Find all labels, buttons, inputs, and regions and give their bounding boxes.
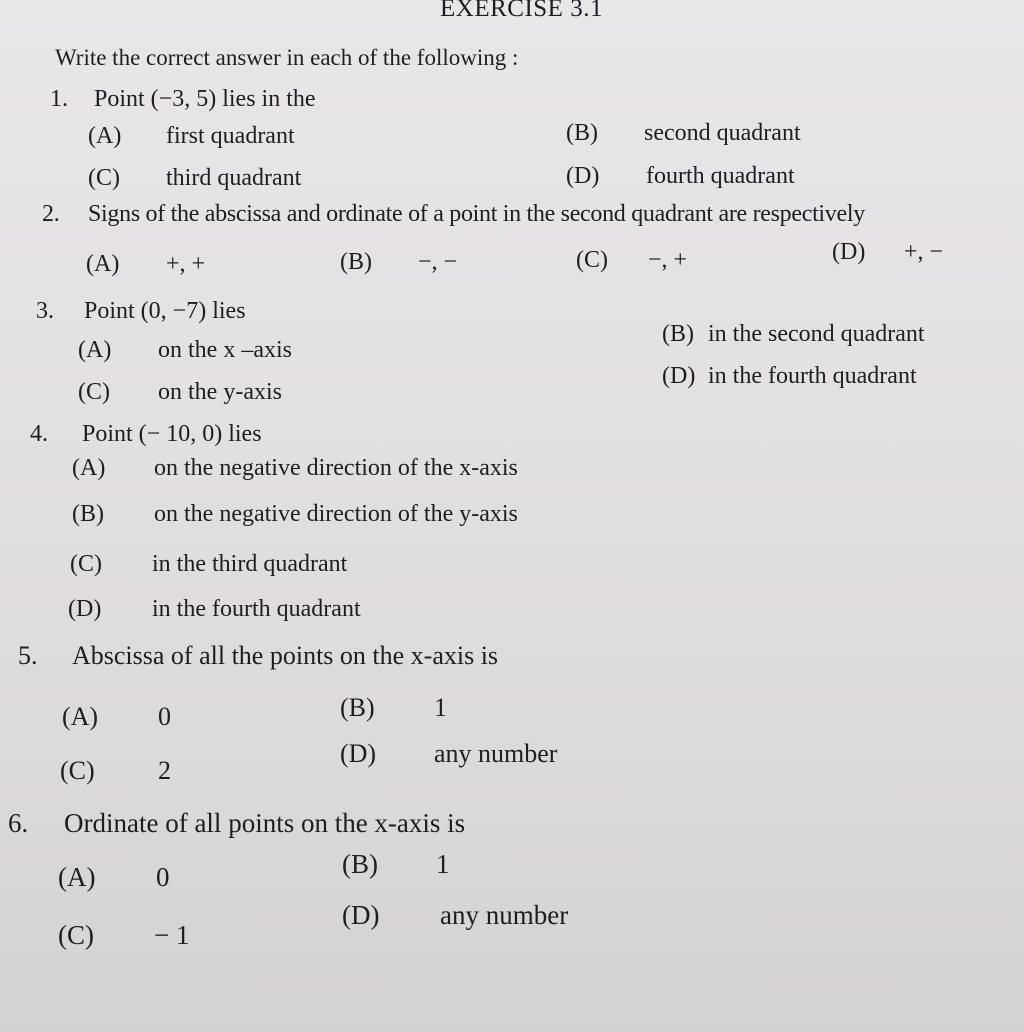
option-text: +, −: [904, 239, 944, 265]
question-1: [50, 87, 316, 111]
option-label: (A): [62, 702, 99, 731]
q5-option-d[interactable]: [340, 741, 557, 767]
question-2: [42, 202, 865, 226]
option-text: first quadrant: [166, 123, 295, 149]
q6-option-d[interactable]: [342, 902, 568, 929]
q1-option-a[interactable]: [88, 124, 295, 148]
question-text: Point (− 10, 0) lies: [82, 421, 262, 447]
option-label: (C): [70, 551, 102, 577]
option-label: (C): [60, 756, 95, 785]
question-text: Signs of the abscissa and ordinate of a point in the second quadrant are respectively: [88, 201, 865, 227]
q3-option-b[interactable]: [662, 322, 925, 346]
option-label: (B): [342, 849, 378, 879]
q4-option-a[interactable]: [72, 456, 518, 480]
option-label: (C): [88, 165, 120, 191]
option-label: (C): [58, 920, 94, 950]
q4-option-b[interactable]: [72, 502, 518, 526]
option-text: any number: [434, 739, 558, 768]
option-label: (B): [72, 501, 104, 527]
q5-option-b[interactable]: [340, 695, 447, 721]
question-number: 2.: [42, 201, 60, 227]
option-label: (D): [340, 739, 377, 768]
option-text: second quadrant: [644, 120, 801, 146]
exercise-title: EXERCISE 3.1: [440, 0, 603, 22]
q2-option-b[interactable]: [340, 250, 457, 274]
q1-option-d[interactable]: [566, 164, 795, 188]
option-label: (C): [78, 379, 110, 405]
question-number: 6.: [8, 808, 29, 838]
option-text: 0: [158, 702, 171, 731]
option-label: (D): [832, 239, 866, 265]
option-text: on the negative direction of the x-axis: [154, 455, 518, 481]
q2-option-d[interactable]: [832, 240, 943, 264]
q6-option-c[interactable]: [58, 922, 189, 949]
option-text: 1: [434, 693, 447, 722]
option-label: (D): [68, 596, 102, 622]
option-text: in the third quadrant: [152, 551, 348, 577]
option-text: in the fourth quadrant: [708, 363, 917, 389]
option-text: any number: [440, 900, 569, 930]
question-text: Ordinate of all points on the x-axis is: [64, 808, 466, 838]
question-number: 3.: [36, 298, 54, 324]
option-label: (D): [662, 363, 696, 389]
q6-option-a[interactable]: [58, 864, 170, 891]
q3-option-d[interactable]: [662, 364, 917, 388]
option-label: (A): [86, 251, 120, 277]
option-text: −, −: [418, 249, 458, 275]
question-3: [36, 299, 246, 323]
q1-option-c[interactable]: [88, 166, 301, 190]
question-number: 1.: [50, 86, 68, 112]
option-text: in the fourth quadrant: [152, 596, 361, 622]
option-text: on the negative direction of the y-axis: [154, 501, 518, 527]
option-label: (A): [58, 862, 96, 892]
option-text: −, +: [648, 247, 688, 273]
option-label: (D): [342, 900, 380, 930]
q4-option-d[interactable]: [68, 597, 361, 621]
option-text: fourth quadrant: [646, 163, 795, 189]
question-text: Point (−3, 5) lies in the: [94, 86, 316, 112]
q4-option-c[interactable]: [70, 552, 347, 576]
instruction-text: Write the correct answer in each of the following :: [55, 45, 519, 70]
option-text: − 1: [154, 920, 190, 950]
option-label: (B): [662, 321, 694, 347]
option-text: on the y-axis: [158, 379, 282, 405]
option-label: (B): [340, 693, 375, 722]
option-label: (B): [340, 249, 372, 275]
q3-option-a[interactable]: [78, 338, 292, 362]
question-number: 4.: [30, 421, 48, 447]
question-5: [18, 643, 498, 669]
q1-option-b[interactable]: [566, 121, 801, 145]
question-text: Point (0, −7) lies: [84, 298, 246, 324]
option-text: on the x –axis: [158, 337, 292, 363]
option-label: (C): [576, 247, 608, 273]
option-text: 0: [156, 862, 170, 892]
option-text: in the second quadrant: [708, 321, 925, 347]
q2-option-c[interactable]: [576, 248, 687, 272]
option-label: (A): [88, 123, 122, 149]
q5-option-c[interactable]: [60, 758, 171, 784]
option-label: (B): [566, 120, 598, 146]
question-6: [8, 810, 465, 837]
option-label: (A): [72, 455, 106, 481]
option-text: third quadrant: [166, 165, 302, 191]
q6-option-b[interactable]: [342, 851, 450, 878]
option-label: (D): [566, 163, 600, 189]
question-number: 5.: [18, 641, 38, 670]
option-text: +, +: [166, 251, 206, 277]
q2-option-a[interactable]: [86, 252, 205, 276]
option-text: 1: [436, 849, 450, 879]
q3-option-c[interactable]: [78, 380, 282, 404]
question-text: Abscissa of all the points on the x-axis is: [72, 641, 499, 670]
option-label: (A): [78, 337, 112, 363]
q5-option-a[interactable]: [62, 704, 171, 730]
option-text: 2: [158, 756, 171, 785]
question-4: [30, 422, 262, 446]
